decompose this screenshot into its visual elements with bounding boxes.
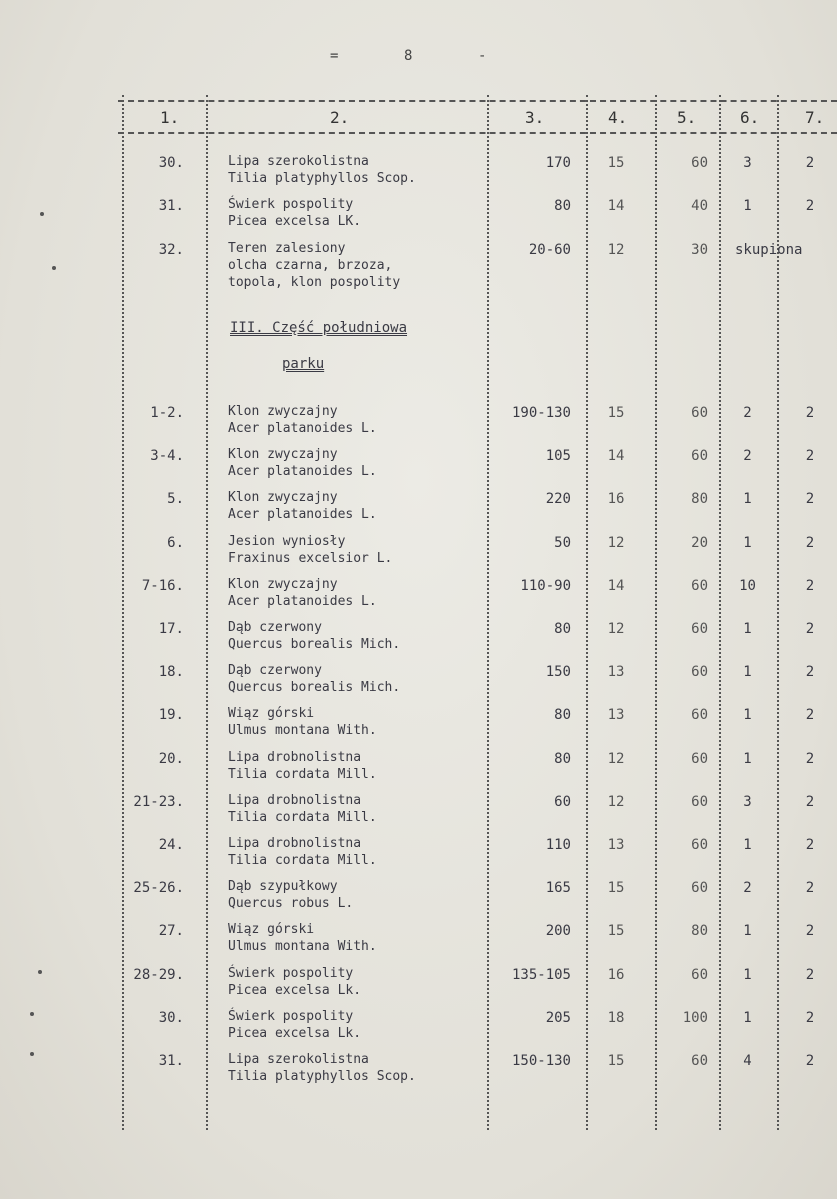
value-col7: 2 xyxy=(805,967,815,983)
species-polish-name: Świerk pospolity xyxy=(228,1009,354,1024)
value-col3: 80 xyxy=(554,751,571,767)
value-col6: 1 xyxy=(743,837,752,853)
value-col3: 105 xyxy=(545,448,571,464)
value-col5: 60 xyxy=(691,707,708,723)
page-number: 8 xyxy=(404,48,413,64)
value-col4: 16 xyxy=(607,967,625,983)
row-number: 30. xyxy=(158,155,184,171)
table-header-rule xyxy=(118,132,837,134)
value-col5: 40 xyxy=(691,198,708,214)
value-col4: 15 xyxy=(607,405,625,421)
value-col3: 165 xyxy=(545,880,571,896)
species-latin-name: Picea excelsa Lk. xyxy=(228,983,362,998)
species-polish-name: Świerk pospolity xyxy=(228,197,354,212)
value-col6: 1 xyxy=(743,664,752,680)
row-number: 27. xyxy=(158,923,184,939)
value-col3: 110-90 xyxy=(520,578,571,594)
value-col4: 13 xyxy=(607,837,625,853)
species-polish-name: Świerk pospolity xyxy=(228,966,354,981)
species-cell xyxy=(228,1008,498,1042)
value-col4: 12 xyxy=(607,535,625,551)
species-latin-name: Ulmus montana With. xyxy=(228,723,377,738)
species-polish-name: Jesion wyniosły xyxy=(228,534,346,549)
value-col5: 60 xyxy=(691,1053,708,1069)
species-cell xyxy=(228,792,498,826)
value-col7: 2 xyxy=(805,155,815,171)
value-col6: 2 xyxy=(743,405,752,421)
value-col3: 80 xyxy=(554,707,571,723)
value-col7: 2 xyxy=(805,535,815,551)
table-row xyxy=(0,921,837,965)
table-row xyxy=(0,153,837,197)
value-col5: 60 xyxy=(691,448,708,464)
value-col5: 60 xyxy=(691,155,708,171)
value-col4: 14 xyxy=(607,198,625,214)
row-number: 24. xyxy=(158,837,184,853)
row-number: 17. xyxy=(158,621,184,637)
species-cell xyxy=(228,153,498,187)
row-number: 3-4. xyxy=(150,448,184,464)
species-cell xyxy=(228,878,498,912)
value-col6: 1 xyxy=(743,923,752,939)
species-polish-name: Lipa szerokolistna xyxy=(228,1052,369,1067)
value-col4: 12 xyxy=(607,751,625,767)
section-heading-continuation: parku xyxy=(282,356,325,372)
grouped-note: skupiona xyxy=(735,242,803,258)
species-polish-name: Dąb szypułkowy xyxy=(228,879,338,894)
value-col5: 100 xyxy=(682,1010,708,1026)
value-col4: 15 xyxy=(607,880,625,896)
value-col6: 1 xyxy=(743,1010,752,1026)
table-row xyxy=(0,403,837,447)
section-heading: III. Część południowa xyxy=(230,320,408,336)
header-right-mark: - xyxy=(478,48,487,64)
value-col7: 2 xyxy=(805,1053,815,1069)
value-col4: 13 xyxy=(607,664,625,680)
table-top-rule xyxy=(118,100,837,102)
value-col6: 10 xyxy=(739,578,756,594)
value-col3: 220 xyxy=(545,491,571,507)
row-number: 31. xyxy=(158,1053,184,1069)
row-number: 20. xyxy=(158,751,184,767)
row-number: 19. xyxy=(158,707,184,723)
value-col6: 1 xyxy=(743,751,752,767)
species-latin-name: Quercus robus L. xyxy=(228,896,354,911)
value-col5: 80 xyxy=(691,491,708,507)
species-latin-name: Tilia cordata Mill. xyxy=(228,810,377,825)
value-col4: 15 xyxy=(607,923,625,939)
paper-speck xyxy=(30,1052,34,1056)
table-row xyxy=(0,1008,837,1052)
species-polish-name: Klon zwyczajny xyxy=(228,577,338,592)
species-extra-line: topola, klon pospolity xyxy=(228,275,401,290)
species-latin-name: Picea excelsa LK. xyxy=(228,214,362,229)
column-number: 5. xyxy=(677,108,697,127)
value-col5: 60 xyxy=(691,751,708,767)
species-polish-name: Dąb czerwony xyxy=(228,663,322,678)
row-number: 28-29. xyxy=(133,967,184,983)
value-col7: 2 xyxy=(805,578,815,594)
table-row xyxy=(0,749,837,793)
value-col5: 60 xyxy=(691,664,708,680)
row-number: 7-16. xyxy=(141,578,184,594)
table-row xyxy=(0,576,837,620)
value-col3: 190-130 xyxy=(511,405,571,421)
row-number: 6. xyxy=(167,535,184,551)
table-row xyxy=(0,196,837,240)
column-number: 7. xyxy=(805,108,825,127)
table-row xyxy=(0,662,837,706)
value-col3: 205 xyxy=(545,1010,571,1026)
species-cell xyxy=(228,921,498,955)
row-number: 30. xyxy=(158,1010,184,1026)
value-col6: 3 xyxy=(743,794,752,810)
species-latin-name: Fraxinus excelsior L. xyxy=(228,551,393,566)
species-polish-name: Lipa drobnolistna xyxy=(228,836,362,851)
paper-speck xyxy=(40,212,44,216)
value-col3: 20-60 xyxy=(528,242,571,258)
table-row xyxy=(0,489,837,533)
table-row xyxy=(0,1051,837,1095)
species-cell xyxy=(228,835,498,869)
species-latin-name: Tilia cordata Mill. xyxy=(228,853,377,868)
value-col7: 2 xyxy=(805,880,815,896)
species-cell xyxy=(228,576,498,610)
value-col7: 2 xyxy=(805,1010,815,1026)
value-col6: 1 xyxy=(743,621,752,637)
species-cell xyxy=(228,749,498,783)
value-col7: 2 xyxy=(805,837,815,853)
value-col7: 2 xyxy=(805,491,815,507)
species-polish-name: Wiąz górski xyxy=(228,706,315,721)
species-latin-name: Ulmus montana With. xyxy=(228,939,377,954)
value-col6: 1 xyxy=(743,198,752,214)
value-col7: 2 xyxy=(805,707,815,723)
table-row xyxy=(0,533,837,577)
species-cell xyxy=(228,196,498,230)
value-col3: 150 xyxy=(545,664,571,680)
row-number: 25-26. xyxy=(133,880,184,896)
column-number: 3. xyxy=(525,108,545,127)
value-col5: 60 xyxy=(691,794,708,810)
value-col6: 2 xyxy=(743,448,752,464)
value-col5: 80 xyxy=(691,923,708,939)
species-polish-name: Klon zwyczajny xyxy=(228,490,338,505)
value-col3: 50 xyxy=(554,535,571,551)
species-polish-name: Teren zalesiony xyxy=(228,241,346,256)
value-col4: 15 xyxy=(607,1053,625,1069)
value-col3: 110 xyxy=(545,837,571,853)
species-latin-name: Tilia cordata Mill. xyxy=(228,767,377,782)
value-col7: 2 xyxy=(805,405,815,421)
value-col4: 12 xyxy=(607,242,625,258)
species-latin-name: Tilia platyphyllos Scop. xyxy=(228,171,416,186)
table-row xyxy=(0,619,837,663)
value-col5: 60 xyxy=(691,880,708,896)
value-col3: 170 xyxy=(545,155,571,171)
value-col7: 2 xyxy=(805,751,815,767)
row-number: 32. xyxy=(158,242,184,258)
species-polish-name: Dąb czerwony xyxy=(228,620,322,635)
value-col4: 18 xyxy=(607,1010,625,1026)
species-cell xyxy=(228,965,498,999)
value-col4: 14 xyxy=(607,448,625,464)
value-col4: 13 xyxy=(607,707,625,723)
species-polish-name: Klon zwyczajny xyxy=(228,447,338,462)
value-col4: 16 xyxy=(607,491,625,507)
species-cell xyxy=(228,403,498,437)
value-col5: 60 xyxy=(691,837,708,853)
row-number: 18. xyxy=(158,664,184,680)
species-latin-name: Acer platanoides L. xyxy=(228,507,377,522)
row-number: 5. xyxy=(167,491,184,507)
value-col5: 60 xyxy=(691,621,708,637)
column-number: 6. xyxy=(740,108,760,127)
species-latin-name: Acer platanoides L. xyxy=(228,464,377,479)
table-row xyxy=(0,446,837,490)
value-col6: 2 xyxy=(743,880,752,896)
value-col6: 3 xyxy=(743,155,752,171)
value-col6: 1 xyxy=(743,967,752,983)
table-row xyxy=(0,835,837,879)
value-col6: 1 xyxy=(743,491,752,507)
species-polish-name: Wiąz górski xyxy=(228,922,315,937)
value-col3: 135-105 xyxy=(511,967,571,983)
value-col5: 60 xyxy=(691,967,708,983)
value-col5: 60 xyxy=(691,578,708,594)
value-col7: 2 xyxy=(805,621,815,637)
species-polish-name: Lipa drobnolistna xyxy=(228,793,362,808)
row-number: 21-23. xyxy=(133,794,184,810)
species-latin-name: Picea excelsa Lk. xyxy=(228,1026,362,1041)
value-col3: 80 xyxy=(554,621,571,637)
value-col7: 2 xyxy=(805,448,815,464)
species-latin-name: Quercus borealis Mich. xyxy=(228,637,401,652)
header-left-mark: = xyxy=(330,48,339,64)
species-latin-name: olcha czarna, brzoza, xyxy=(228,258,393,273)
column-number: 4. xyxy=(608,108,628,127)
value-col4: 15 xyxy=(607,155,625,171)
species-polish-name: Lipa drobnolistna xyxy=(228,750,362,765)
paper-speck xyxy=(30,1012,34,1016)
species-cell xyxy=(228,1051,498,1085)
species-cell xyxy=(228,705,498,739)
value-col6: 1 xyxy=(743,535,752,551)
value-col5: 60 xyxy=(691,405,708,421)
species-polish-name: Klon zwyczajny xyxy=(228,404,338,419)
species-latin-name: Quercus borealis Mich. xyxy=(228,680,401,695)
value-col7: 2 xyxy=(805,664,815,680)
value-col7: 2 xyxy=(805,794,815,810)
value-col4: 12 xyxy=(607,794,625,810)
value-col4: 14 xyxy=(607,578,625,594)
table-row xyxy=(0,240,837,300)
value-col3: 150-130 xyxy=(511,1053,571,1069)
row-number: 1-2. xyxy=(150,405,184,421)
page-header xyxy=(0,48,837,72)
column-number: 2. xyxy=(330,108,350,127)
table-row xyxy=(0,792,837,836)
value-col5: 30 xyxy=(691,242,708,258)
value-col3: 80 xyxy=(554,198,571,214)
value-col7: 2 xyxy=(805,198,815,214)
species-cell xyxy=(228,240,498,291)
value-col3: 200 xyxy=(545,923,571,939)
row-number: 31. xyxy=(158,198,184,214)
table-row xyxy=(0,878,837,922)
value-col6: 4 xyxy=(743,1053,752,1069)
column-number: 1. xyxy=(160,108,180,127)
table-row xyxy=(0,705,837,749)
species-latin-name: Acer platanoides L. xyxy=(228,594,377,609)
value-col7: 2 xyxy=(805,923,815,939)
paper-speck xyxy=(38,970,42,974)
value-col6: 1 xyxy=(743,707,752,723)
species-polish-name: Lipa szerokolistna xyxy=(228,154,369,169)
table-row xyxy=(0,965,837,1009)
species-latin-name: Tilia platyphyllos Scop. xyxy=(228,1069,416,1084)
species-latin-name: Acer platanoides L. xyxy=(228,421,377,436)
value-col3: 60 xyxy=(554,794,571,810)
value-col4: 12 xyxy=(607,621,625,637)
species-cell xyxy=(228,489,498,523)
value-col5: 20 xyxy=(691,535,708,551)
species-cell xyxy=(228,446,498,480)
species-cell xyxy=(228,662,498,696)
species-cell xyxy=(228,619,498,653)
paper-speck xyxy=(52,266,56,270)
species-cell xyxy=(228,533,498,567)
